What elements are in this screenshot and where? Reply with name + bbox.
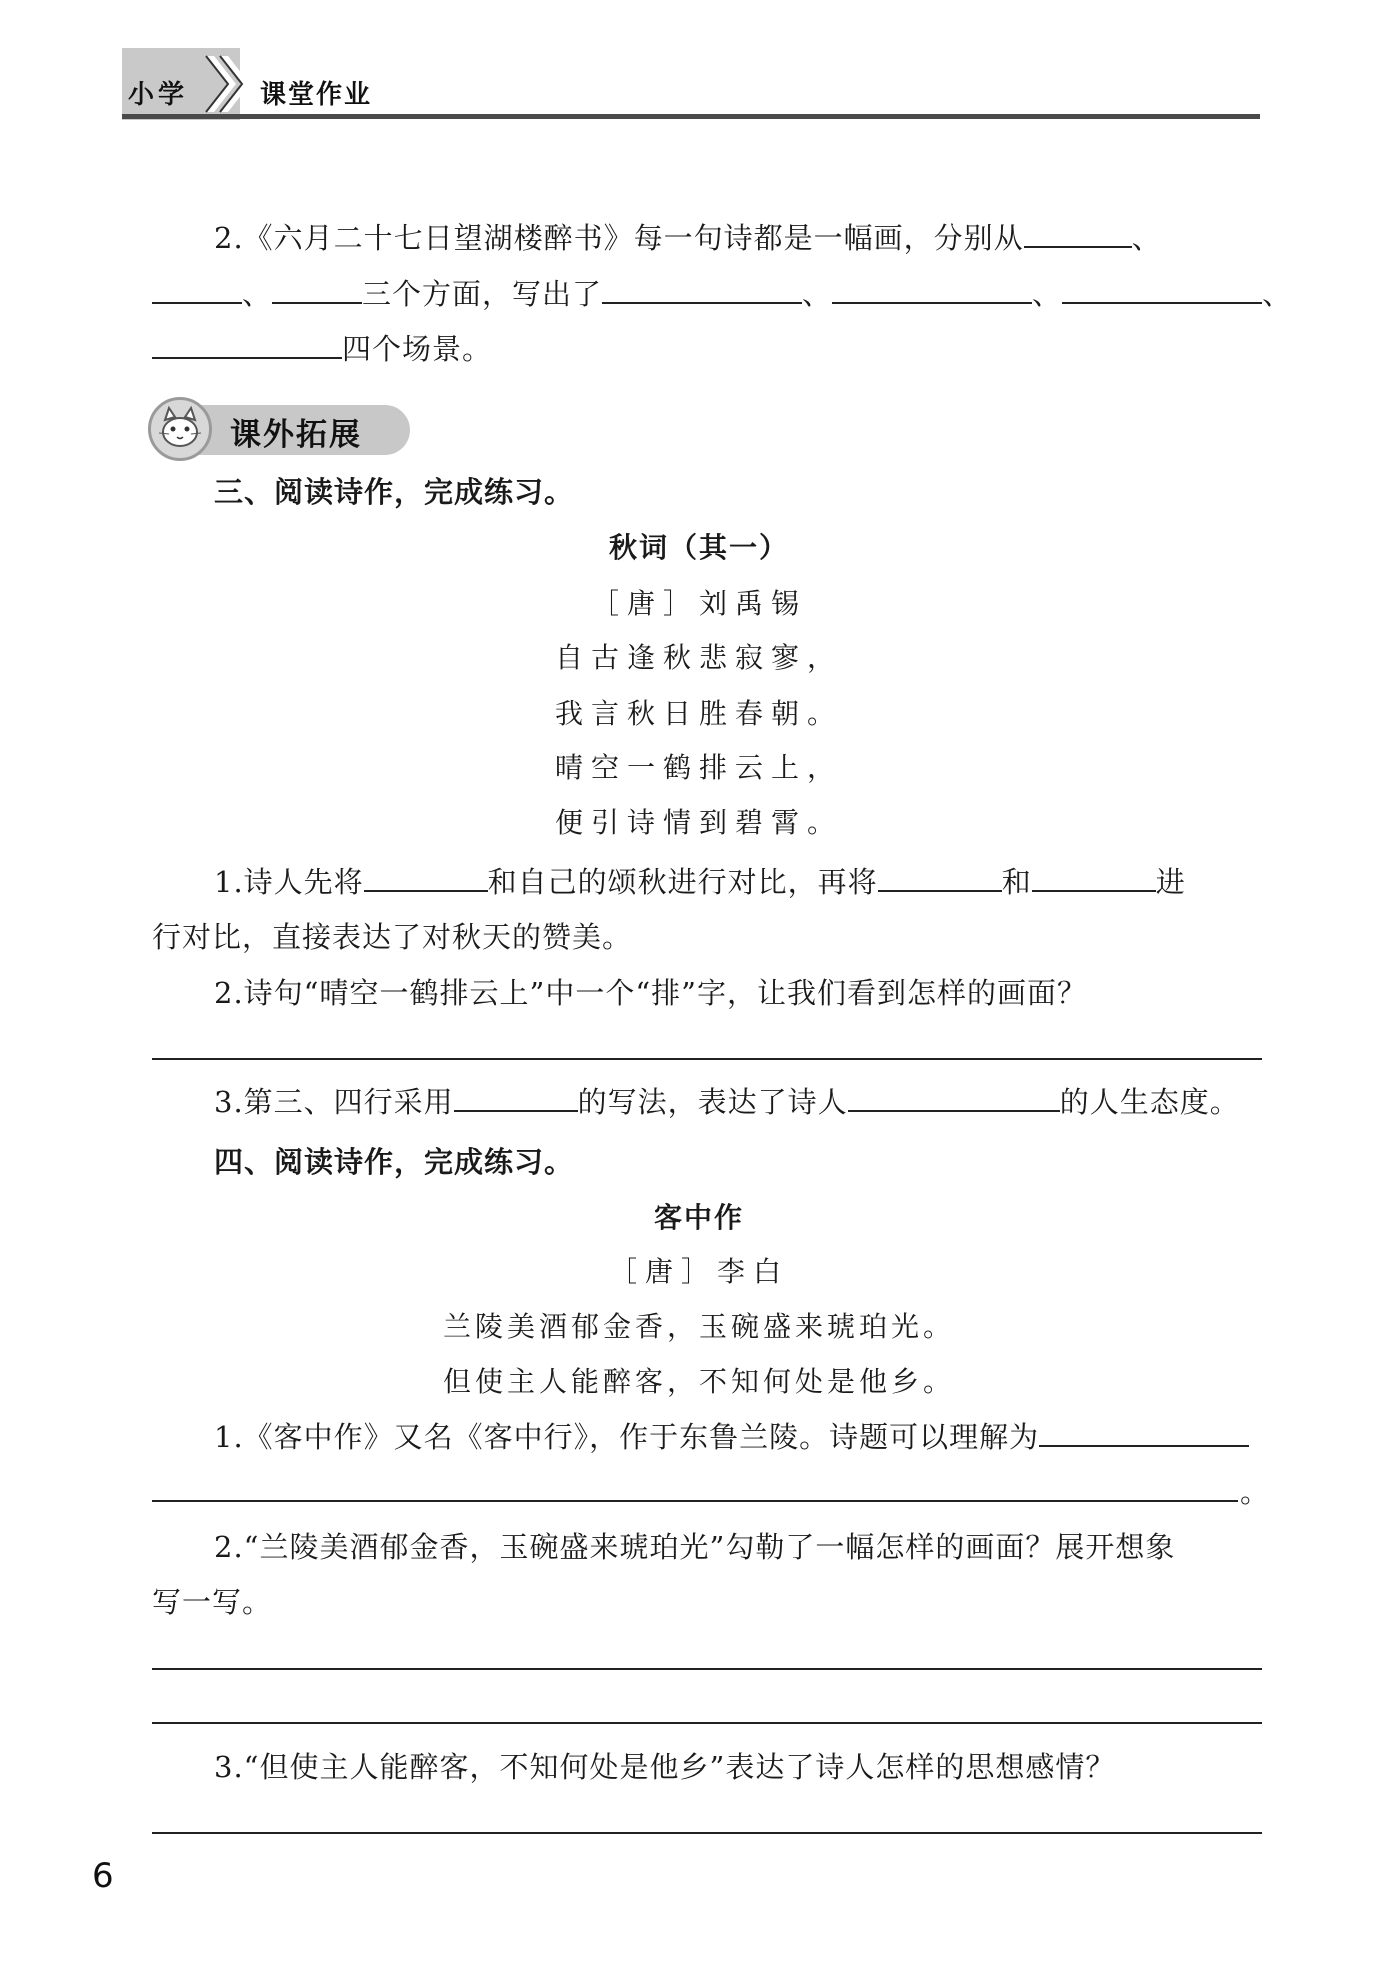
answer-blank[interactable]	[1024, 224, 1132, 248]
answer-blank[interactable]	[878, 868, 1002, 892]
answer-blank[interactable]	[1039, 1423, 1249, 1447]
poem1-title: 秋词（其一）	[608, 531, 789, 564]
answer-blank[interactable]	[272, 280, 362, 304]
prev-q2-line3: 四个场景。	[152, 327, 492, 368]
answer-line[interactable]	[152, 1722, 1262, 1724]
p3-q3: 3.第三、四行采用 的写法，表达了诗人 的人生态度。	[214, 1085, 1240, 1119]
cat-icon	[148, 397, 212, 461]
p4-q1: 1.《客中作》又名《客中行》，作于东鲁兰陵。诗题可以理解为	[214, 1415, 1249, 1456]
answer-line[interactable]	[152, 1832, 1262, 1834]
p4-q2-line1: 2.“兰陵美酒郁金香，玉碗盛来琥珀光”勾勒了一幅怎样的画面？展开想象	[214, 1530, 1176, 1564]
answer-line[interactable]	[152, 1058, 1262, 1060]
answer-blank[interactable]	[454, 1088, 578, 1112]
poem1-line: 我言秋日胜春朝。	[554, 697, 843, 730]
prev-q2-line2: 、 三个方面，写出了 、 、 、	[152, 272, 1292, 313]
poem2-line: 但使主人能醉客，不知何处是他乡。	[442, 1365, 955, 1398]
prev-q2-line1: 2.《六月二十七日望湖楼醉书》每一句诗都是一幅画，分别从 、	[214, 221, 1162, 255]
poem1-author: ［唐］刘禹锡	[590, 587, 807, 620]
poem2-title: 客中作	[653, 1201, 744, 1234]
answer-line[interactable]	[152, 1500, 1238, 1502]
answer-blank[interactable]	[1062, 280, 1262, 304]
answer-line[interactable]	[152, 1668, 1262, 1670]
poem1-line: 便引诗情到碧霄。	[554, 806, 843, 839]
poem1-line: 晴空一鹤排云上，	[554, 751, 843, 784]
answer-blank[interactable]	[364, 868, 488, 892]
poem1-line: 自古逢秋悲寂寥，	[554, 641, 843, 674]
answer-blank[interactable]	[602, 280, 802, 304]
answer-blank[interactable]	[1032, 868, 1156, 892]
p4-q1-end: 。	[1240, 1475, 1271, 1509]
header-series: 小学	[128, 80, 189, 110]
part3-heading: 三、阅读诗作，完成练习。	[214, 475, 575, 509]
part4-heading: 四、阅读诗作，完成练习。	[214, 1145, 575, 1179]
p3-q1-line2: 行对比，直接表达了对秋天的赞美。	[152, 920, 633, 954]
section-badge	[148, 397, 410, 461]
poem2-author: ［唐］李白	[608, 1255, 789, 1288]
answer-blank[interactable]	[152, 335, 342, 359]
p3-q1-line1: 1.诗人先将 和自己的颂秋进行对比，再将 和 进	[214, 865, 1186, 899]
answer-blank[interactable]	[832, 280, 1032, 304]
header-title: 课堂作业	[260, 80, 373, 110]
p4-q2-line2: 写一写。	[152, 1585, 273, 1619]
section-label: 课外拓展	[230, 417, 362, 453]
p4-q3: 3.“但使主人能醉客，不知何处是他乡”表达了诗人怎样的思想感情？	[214, 1750, 1116, 1784]
answer-blank[interactable]	[152, 280, 242, 304]
p3-q2: 2.诗句“晴空一鹤排云上”中一个“排”字，让我们看到怎样的画面？	[214, 976, 1087, 1010]
poem2-line: 兰陵美酒郁金香，玉碗盛来琥珀光。	[442, 1310, 955, 1343]
answer-blank[interactable]	[848, 1088, 1060, 1112]
page-number: 6	[92, 1856, 114, 1896]
page-header	[122, 48, 1260, 120]
